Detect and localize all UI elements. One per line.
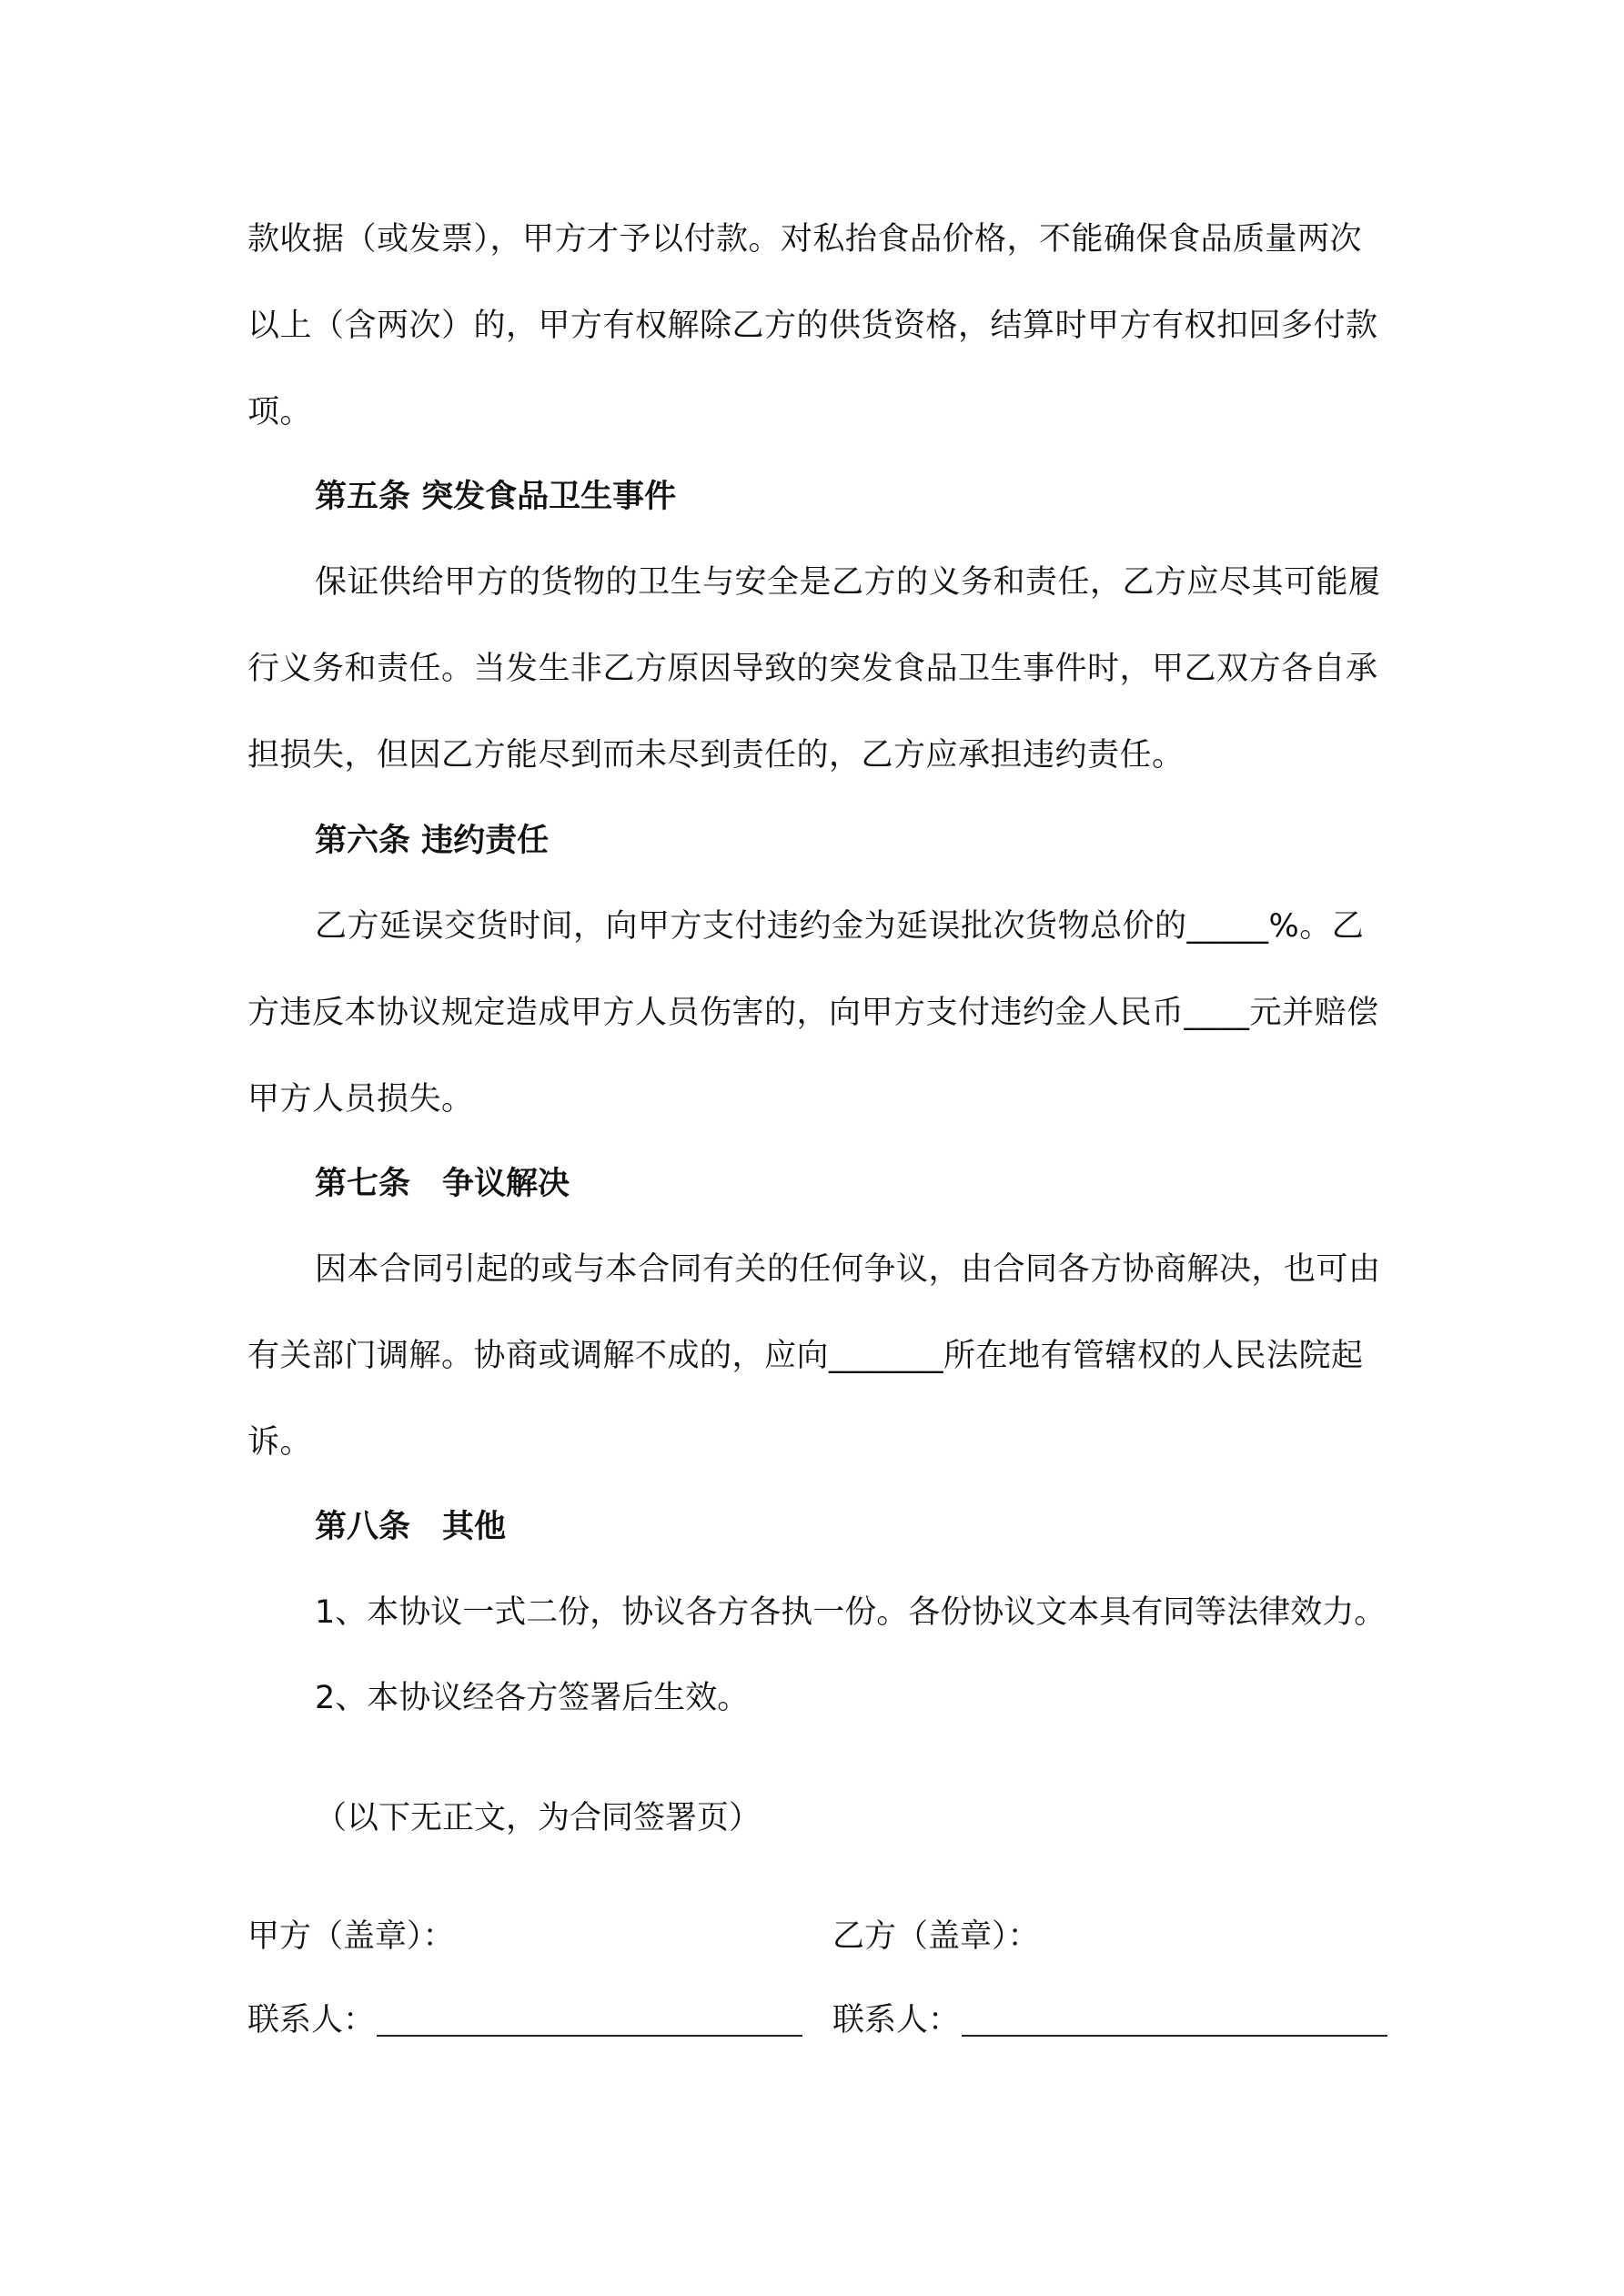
clause-8-heading: 第八条 其他 — [315, 1509, 507, 1545]
party-b-seal-label: 乙方（盖章）： — [832, 1918, 1040, 1955]
party-b-contact-label: 联系人： — [832, 2002, 961, 2038]
clause-8-item-1: 1、本协议一式二份，协议各方各执一份。各份协议文本具有同等法律效力。 — [315, 1594, 1387, 1631]
clause-6-body: 乙方延误交货时间，向甲方支付违约金为延误批次货物总价的_____%。乙方违反本协议规定造成甲方人员伤害的，向甲方支付违约金人民币____元并赔偿甲方人员损失。 — [247, 908, 1379, 1118]
party-b-contact-line[interactable] — [962, 2035, 1387, 2037]
party-a-contact-label: 联系人： — [247, 2002, 376, 2038]
party-a-contact-line[interactable] — [377, 2035, 802, 2037]
clause-5-body: 保证供给甲方的货物的卫生与安全是乙方的义务和责任，乙方应尽其可能履行义务和责任。当发生非乙方原因导致的突发食品卫生事件时，甲乙双方各自承担损失，但因乙方能尽到而未尽到责任的，乙方应承担违约责任。 — [247, 564, 1381, 774]
clause-7-body: 因本合同引起的或与本合同有关的任何争议，由合同各方协商解决，也可由有关部门调解。协商或调解不成的，应向_______所在地有管辖权的人民法院起诉。 — [247, 1251, 1381, 1461]
clause-5-heading: 第五条 突发食品卫生事件 — [315, 479, 677, 515]
clause-7-heading: 第七条 争议解决 — [315, 1166, 570, 1202]
clause-8-item-2: 2、本协议经各方签署后生效。 — [315, 1680, 750, 1716]
end-of-text-note: （以下无正文，为合同签署页） — [315, 1800, 762, 1836]
clause-4-continuation: 款收据（或发票），甲方才予以付款。对私抬食品价格，不能确保食品质量两次以上（含两次）的，甲方有权解除乙方的供货资格，结算时甲方有权扣回多付款项。 — [247, 221, 1378, 430]
party-a-seal-label: 甲方（盖章）： — [247, 1918, 455, 1955]
clause-6-heading: 第六条 违约责任 — [315, 823, 550, 859]
